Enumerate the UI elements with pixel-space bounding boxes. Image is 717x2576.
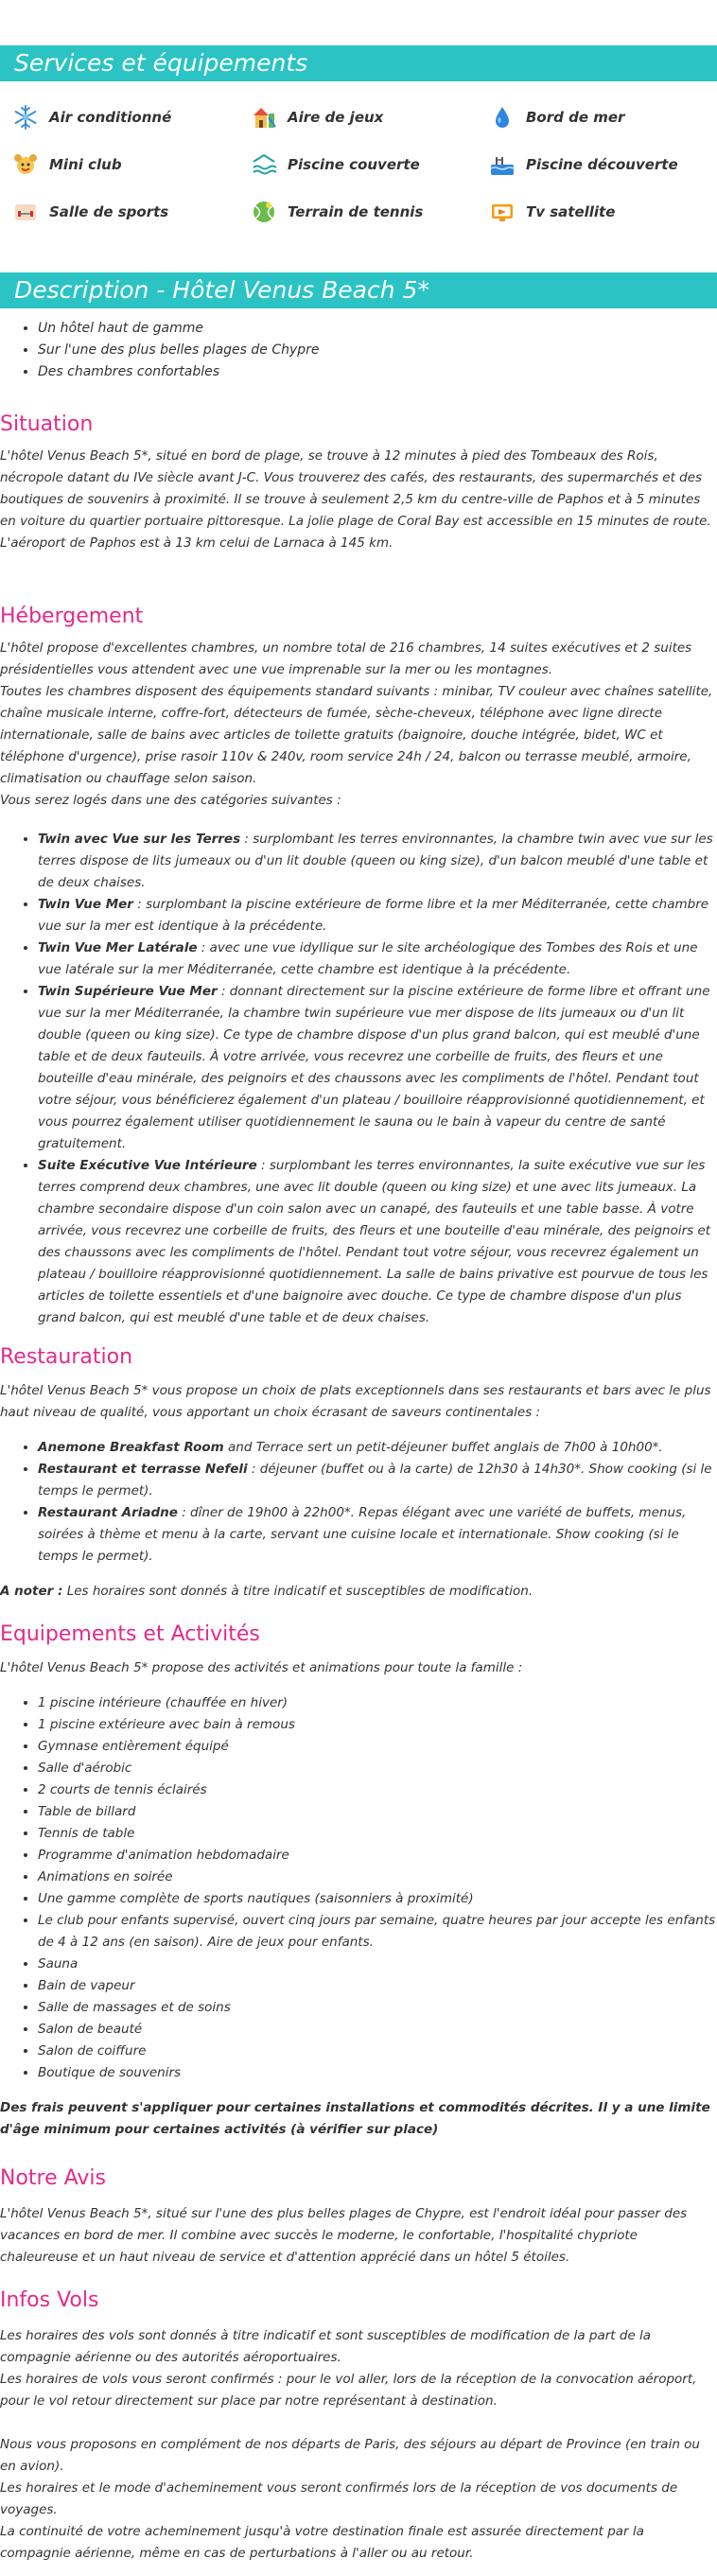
equipements-intro: L'hôtel Venus Beach 5* propose des activités et animations pour toute la famille : — [0, 1660, 523, 1675]
room-list — [0, 829, 717, 1329]
room-text: : surplombant la piscine extérieure de forme libre et la mer Méditerranée, cette chambre vue sur la mer est identique à la précédente. — [38, 897, 709, 934]
service-mini-club — [11, 149, 250, 180]
service-terrain-de-tennis — [250, 197, 488, 227]
list-item: • Un hôtel haut de gamme — [38, 318, 717, 340]
list-item: • Table de billard — [38, 1801, 717, 1823]
service-label: Terrain de tennis — [288, 203, 424, 220]
restaurant-text: : déjeuner (buffet ou à la carte) de 12h30 à 14h30*. Show cooking (si le temps le permet). — [38, 1462, 712, 1498]
vols-paragraph: Les horaires des vols sont donnés à titre indicatif et sont susceptibles de modification de la part de la compagnie aérienne ou des autorités aéroportuaires. — [0, 2328, 652, 2365]
service-label: Air conditionné — [49, 109, 172, 126]
list-item: • Animations en soirée — [38, 1866, 717, 1888]
note-label: A noter : — [0, 1584, 63, 1599]
list-item: • Salle d'aérobic — [38, 1758, 717, 1779]
equipements-heading: Equipements et Activités — [0, 1622, 260, 1646]
situation-text: L'hôtel Venus Beach 5*, situé en bord de plage, se trouve à 12 minutes à pied des Tombeaux des Rois, nécropole datant du IVe siècle avant J-C. Vous trouverez des cafés, des restaurants, des supermarchés et des boutiques de souvenirs à proximité. Il se trouve à seulement 2,5 km du centre-ville de Paphos et à 5 minutes en voiture du quartier portuaire pittoresque. La jolie plage de Coral Bay est accessible en 15 minutes de route. L'aéroport de Paphos est à 13 km celui de Larnaca à 145 km. — [0, 448, 711, 551]
hebergement-intro — [0, 638, 717, 812]
description-header — [0, 272, 717, 308]
indoor-pool-icon — [250, 150, 278, 179]
vols-block — [0, 2325, 717, 2565]
services-header — [0, 45, 717, 81]
list-item: • Salon de coiffure — [38, 2041, 717, 2062]
list-item — [38, 1502, 717, 1568]
hebergement-paragraph: Vous serez logés dans une des catégories suivantes : — [0, 793, 341, 808]
note-text: Les horaires sont donnés à titre indicatif et susceptibles de modification. — [62, 1584, 533, 1599]
service-label: Bord de mer — [526, 109, 625, 126]
outdoor-pool-icon — [488, 150, 516, 179]
description-title: Description - Hôtel Venus Beach 5* — [14, 276, 429, 304]
list-item — [38, 829, 717, 894]
gym-icon — [11, 198, 40, 226]
vols-heading: Infos Vols — [0, 2288, 99, 2312]
list-item — [38, 1437, 717, 1459]
vols-paragraph: Nous vous proposons en complément de nos départs de Paris, des séjours au départ de Province (en train ou en avion). — [0, 2437, 700, 2474]
restauration-note — [0, 1581, 717, 1603]
hebergement-paragraph: Toutes les chambres disposent des équipements standard suivants : minibar, TV couleur avec chaînes satellite, chaîne musicale interne, coffre-fort, détecteurs de fumée, sèche-cheveux, téléphone avec ligne directe internationale, salle de bains avec articles de toilette gratuits (baignoire, douche intégrée, bidet, WC et téléphone d'urgence), prise rasoir 110v & 240v, room service 24h / 24, balcon ou terrasse meublé, armoire, climatisation ou chauffage selon saison. — [0, 684, 713, 786]
restaurant-list — [0, 1437, 717, 1568]
room-text: : donnant directement sur la piscine extérieure de forme libre et offrant une vue sur la mer Méditerranée, la chambre twin supérieure vue mer dispose de lits jumeaux ou d'un lit double (queen ou king size). Ce type de chambre dispose d'un plus grand balcon, qui est meublé d'une table et de deux fauteuils. À votre arrivée, vous recevrez une corbeille de fruits, des fleurs et une bouteille d'eau minérale, des peignoirs et des chaussons avec les compliments de l'hôtel. Pendant tout votre séjour, vous bénéficierez également d'un plateau / bouilloire réapprovisionné quotidiennement, et vous pourrez également utiliser quotidiennement le sauna ou le bain à vapeur du centre de santé gratuitement. — [38, 984, 710, 1151]
avis-heading: Notre Avis — [0, 2166, 106, 2190]
restaurant-text: : dîner de 19h00 à 22h00*. Repas élégant avec une variété de buffets, menus, soirées à thème et menu à la carte, servant une cuisine locale et internationale. Show cooking (si le temps le permet). — [38, 1505, 687, 1564]
room-text: : avec une vue idyllique sur le site archéologique des Tombes des Rois et une vue latérale sur la mer Méditerranée, cette chambre est identique à la précédente. — [38, 940, 698, 977]
service-label: Piscine découverte — [526, 156, 678, 173]
equipements-footnote: Des frais peuvent s'appliquer pour certaines installations et commodités décrites. Il y a une limite d'âge minimum pour certaines activités (à vérifier sur place) — [0, 2100, 710, 2137]
list-item: • Gymnase entièrement équipé — [38, 1736, 717, 1758]
activity-list — [0, 1692, 717, 2084]
service-air-conditionne — [11, 102, 250, 132]
services-grid — [0, 81, 717, 227]
service-label: Tv satellite — [526, 203, 616, 220]
snowflake-icon — [11, 103, 40, 131]
list-item: • 1 piscine intérieure (chauffée en hiver) — [38, 1692, 717, 1714]
hebergement-heading: Hébergement — [0, 605, 144, 628]
service-aire-de-jeux — [250, 102, 488, 132]
services-title: Services et équipements — [14, 49, 308, 77]
list-item: • Sauna — [38, 1954, 717, 1975]
tv-icon — [488, 198, 516, 226]
restaurant-name: Anemone Breakfast Room — [38, 1440, 224, 1455]
vols-paragraph: Les horaires et le mode d'acheminement vous seront confirmés lors de la réception de vos documents de voyages. — [0, 2480, 678, 2517]
restauration-intro: L'hôtel Venus Beach 5* vous propose un choix de plats exceptionnels dans ses restaurants et bars avec le plus haut niveau de qualité, vous apportant un choix écrasant de saveurs continentales : — [0, 1383, 711, 1420]
list-item: • Sur l'une des plus belles plages de Chypre — [38, 340, 717, 361]
list-item — [38, 894, 717, 938]
restaurant-text: and Terrace sert un petit-déjeuner buffet anglais de 7h00 à 10h00*. — [223, 1440, 663, 1455]
room-name: Twin avec Vue sur les Terres — [38, 832, 241, 847]
restaurant-name: Restaurant et terrasse Nefeli — [38, 1462, 248, 1477]
list-item: • Bain de vapeur — [38, 1975, 717, 1997]
service-piscine-couverte — [250, 149, 488, 180]
room-name: Twin Vue Mer — [38, 897, 133, 912]
room-name: Twin Supérieure Vue Mer — [38, 984, 218, 999]
kids-club-icon — [11, 150, 40, 179]
list-item: • Salle de massages et de soins — [38, 1997, 717, 2019]
room-name: Suite Exécutive Vue Intérieure — [38, 1158, 257, 1173]
service-salle-de-sports — [11, 197, 250, 227]
service-label: Piscine couverte — [288, 156, 420, 173]
restauration-heading: Restauration — [0, 1345, 133, 1369]
description-list — [0, 318, 717, 383]
service-bord-de-mer — [488, 102, 717, 132]
avis-text: L'hôtel Venus Beach 5*, situé sur l'une des plus belles plages de Chypre, est l'endroit idéal pour passer des vacances en bord de mer. Il combine avec succès le moderne, le confortable, l'hospitalité chypriote chaleureuse et un haut niveau de service et d'attention apprécié dans un hôtel 5 étoiles. — [0, 2206, 688, 2265]
service-label: Aire de jeux — [288, 109, 384, 126]
list-item — [38, 1155, 717, 1329]
list-item: • Programme d'animation hebdomadaire — [38, 1845, 717, 1866]
service-tv-satellite — [488, 197, 717, 227]
list-item: • Le club pour enfants supervisé, ouvert cinq jours par semaine, quatre heures par jour accepte les enfants de 4 à 12 ans (en saison). Aire de jeux pour enfants. — [38, 1910, 717, 1954]
list-item: • 1 piscine extérieure avec bain à remous — [38, 1714, 717, 1736]
playground-icon — [250, 103, 278, 131]
list-item: • Des chambres confortables — [38, 361, 717, 383]
list-item: • Tennis de table — [38, 1823, 717, 1845]
service-piscine-decouverte — [488, 149, 717, 180]
restaurant-name: Restaurant Ariadne — [38, 1505, 178, 1520]
vols-paragraph: La continuité de votre acheminement jusqu'à votre destination finale est assurée directement par la compagnie aérienne, même en cas de perturbations à l'aller ou au retour. — [0, 2524, 644, 2561]
situation-heading: Situation — [0, 412, 94, 436]
service-label: Mini club — [49, 156, 122, 173]
list-item — [38, 938, 717, 981]
list-item — [38, 981, 717, 1155]
list-item: • 2 courts de tennis éclairés — [38, 1779, 717, 1801]
room-name: Twin Vue Mer Latérale — [38, 940, 198, 955]
room-text: : surplombant les terres environnantes, la chambre twin avec vue sur les terres dispose de lits jumeaux ou d'un lit double (queen ou king size), d'un balcon meublé d'une table et de deux chaises. — [38, 832, 713, 890]
list-item: • Boutique de souvenirs — [38, 2062, 717, 2084]
water-drop-icon — [488, 103, 516, 131]
list-item: • Une gamme complète de sports nautiques (saisonniers à proximité) — [38, 1888, 717, 1910]
service-label: Salle de sports — [49, 203, 169, 220]
list-item: • Salon de beauté — [38, 2019, 717, 2041]
tennis-icon — [250, 198, 278, 226]
list-item — [38, 1459, 717, 1502]
room-text: : surplombant les terres environnantes, la suite exécutive vue sur les terres comprend deux chambres, une avec lit double (queen ou king size) et une avec lits jumeaux. La chambre secondaire dispose d'un coin salon avec un canapé, des fauteuils et une table basse. À votre arrivée, vous recevrez une corbeille de fruits, des fleurs et une bouteille d'eau minérale, des peignoirs et des chaussons avec les compliments de l'hôtel. Pendant tout votre séjour, vous recevrez également un plateau / bouilloire réapprovisionné quotidiennement. La salle de bains privative est pourvue de tous les articles de toilette essentiels et d'une baignoire avec douche. Ce type de chambre dispose d'un plus grand balcon, qui est meublé d'une table et de deux chaises. — [38, 1158, 711, 1325]
vols-paragraph: Les horaires de vols vous seront confirmés : pour le vol aller, lors de la réception de la convocation aéroport, pour le vol retour directement sur place par notre représentant à destination. — [0, 2372, 697, 2409]
hebergement-paragraph: L'hôtel propose d'excellentes chambres, un nombre total de 216 chambres, 14 suites exécutives et 2 suites présidentielles vous attendent avec une vue imprenable sur la mer ou les montagnes. — [0, 640, 692, 677]
